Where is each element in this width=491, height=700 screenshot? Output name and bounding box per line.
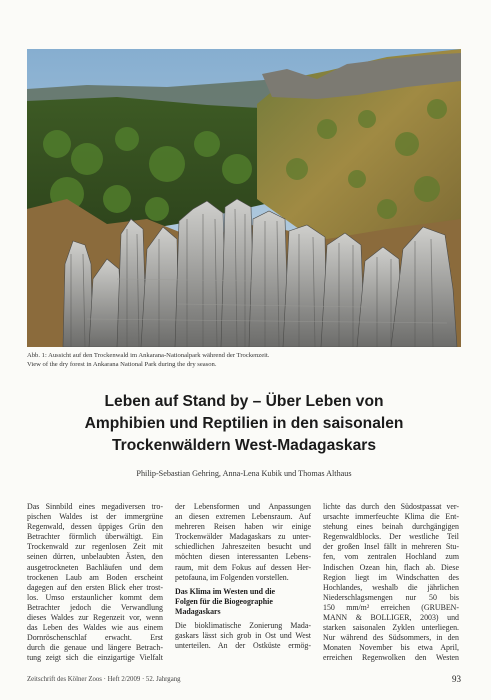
text-column-3: [323, 502, 459, 664]
text-line: Regenwaldblocks. Der westliche Teil: [323, 532, 459, 542]
author-line: Philip-Sebastian Gehring, Anna-Lena Kubik und Thomas Althaus: [136, 469, 352, 478]
page-number: 93: [452, 674, 461, 684]
title-line: Leben auf Stand by – Über Leben von: [104, 393, 384, 410]
text-line: raum, mit dem Fokus auf dessen Her-: [175, 562, 311, 572]
text-line: das Leben des Waldes wie aus einem: [27, 623, 163, 633]
text-line: gaskars lässt sich grob in Ost und West: [175, 631, 311, 641]
text-line: fen, vom zentralen Hochland zum: [323, 552, 459, 562]
text-line: seinen dürren, unbelaubten Ästen, den: [27, 552, 163, 562]
journal-source: Zeitschrift des Kölner Zoos · Heft 2/2009 · 52. Jahrgang: [27, 676, 181, 683]
text-line: 150 mm/m² erreichen (GRUBEN-: [323, 602, 459, 612]
text-line: stehung eines beinah durchgängigen: [323, 522, 459, 532]
text-line: Betrachter jedoch die Verwandlung: [27, 602, 163, 612]
text-line: MANN & BOLLIGER, 2003) und: [323, 613, 459, 623]
text-line: Niederschlagsmengen nur 50 bis: [323, 592, 459, 602]
text-line: Betrachter förmlich überwältigt. Ein: [27, 532, 163, 542]
text-line: dieses Waldes zur Regenzeit vor, wenn: [27, 613, 163, 623]
text-line: petofauna, im Folgenden vorstellen.: [175, 572, 289, 582]
figure-photo-tsingy-dry-forest: [27, 49, 461, 347]
text-line: pischen Waldes ist der immergrüne: [27, 512, 163, 522]
text-line: dagegen auf den ersten Blick eher trost-: [27, 582, 163, 592]
landscape-photo-illustration: [27, 49, 461, 347]
text-line: ursachte immerfeuchte Klima die Ent-: [323, 512, 459, 522]
text-line: ausgetrockneten Bachläufen und dem: [27, 562, 163, 572]
section-heading-line: Folgen für die Biogeographie: [175, 596, 273, 606]
text-line: der großen Insel fällt in mehreren Stu-: [323, 542, 459, 552]
text-line: los. Umso erstaunlicher kommt dem: [27, 592, 163, 602]
figure-caption: [27, 352, 461, 369]
text-line: Indischen Ozean hin, flach ab. Diese: [323, 562, 459, 572]
title-line: Amphibien und Reptilien in den saisonalen: [84, 415, 404, 432]
text-line: tung zeigt sich die einzigartige Vielfalt: [27, 653, 163, 663]
text-line: möchten diesen interessanten Lebens-: [175, 552, 311, 562]
text-line: Nur während des Südsommers, in den: [323, 633, 459, 643]
text-line: Trockenwald zur regenlosen Zeit mit: [27, 542, 163, 552]
text-column-2: [175, 502, 311, 651]
caption-english: View of the dry forest in Ankarana National Park during the dry season.: [27, 360, 217, 368]
text-column-1: [27, 502, 163, 664]
section-heading-line: Madagaskars: [175, 606, 221, 616]
text-line: unterteilen. An der Ostküste ermög-: [175, 641, 311, 651]
text-line: an diesen extremen Lebensraum. Auf: [175, 512, 311, 522]
text-line: Regenwald, dessen üppiges Grün den: [27, 522, 163, 532]
title-line: Trockenwäldern West-Madagaskars: [111, 437, 377, 454]
text-line: schiedlichen Jahreszeiten besucht und: [175, 542, 311, 552]
text-line: durch die genaue und längere Betrach-: [27, 643, 163, 653]
text-line: lichte das durch den Südostpassat ver-: [323, 502, 459, 511]
text-line: Hochlandes, weshalb die jährlichen: [323, 582, 459, 592]
text-line: trockenen Laub am Boden erscheint: [27, 572, 163, 582]
text-line: Region liegt im Windschatten des: [323, 572, 459, 582]
text-line: Das Sinnbild eines megadiversen tro-: [27, 502, 163, 511]
caption-german: Abb. 1: Aussicht auf den Trockenwald im Ankarana-Nationalpark während der Trockenzeit.: [27, 352, 270, 359]
text-line: mehreren Reisen haben wir einige: [175, 522, 311, 532]
text-line: Monaten November bis etwa April,: [323, 643, 459, 653]
text-line: Trockenwälder Madagaskars zu unter-: [175, 532, 311, 542]
text-line: starken saisonalen Zyklen unterliegen.: [323, 623, 459, 633]
text-line: Die bioklimatische Zonierung Mada-: [175, 621, 311, 631]
text-line: erreichen Regenwolken den Westen: [323, 653, 459, 663]
body-text: [27, 502, 461, 670]
text-line: der Lebensformen und Anpassungen: [175, 502, 311, 511]
article-title: [27, 391, 461, 457]
section-heading-line: Das Klima im Westen und die: [175, 586, 276, 596]
text-line: Dornröschenschlaf erwacht. Erst: [27, 633, 163, 643]
